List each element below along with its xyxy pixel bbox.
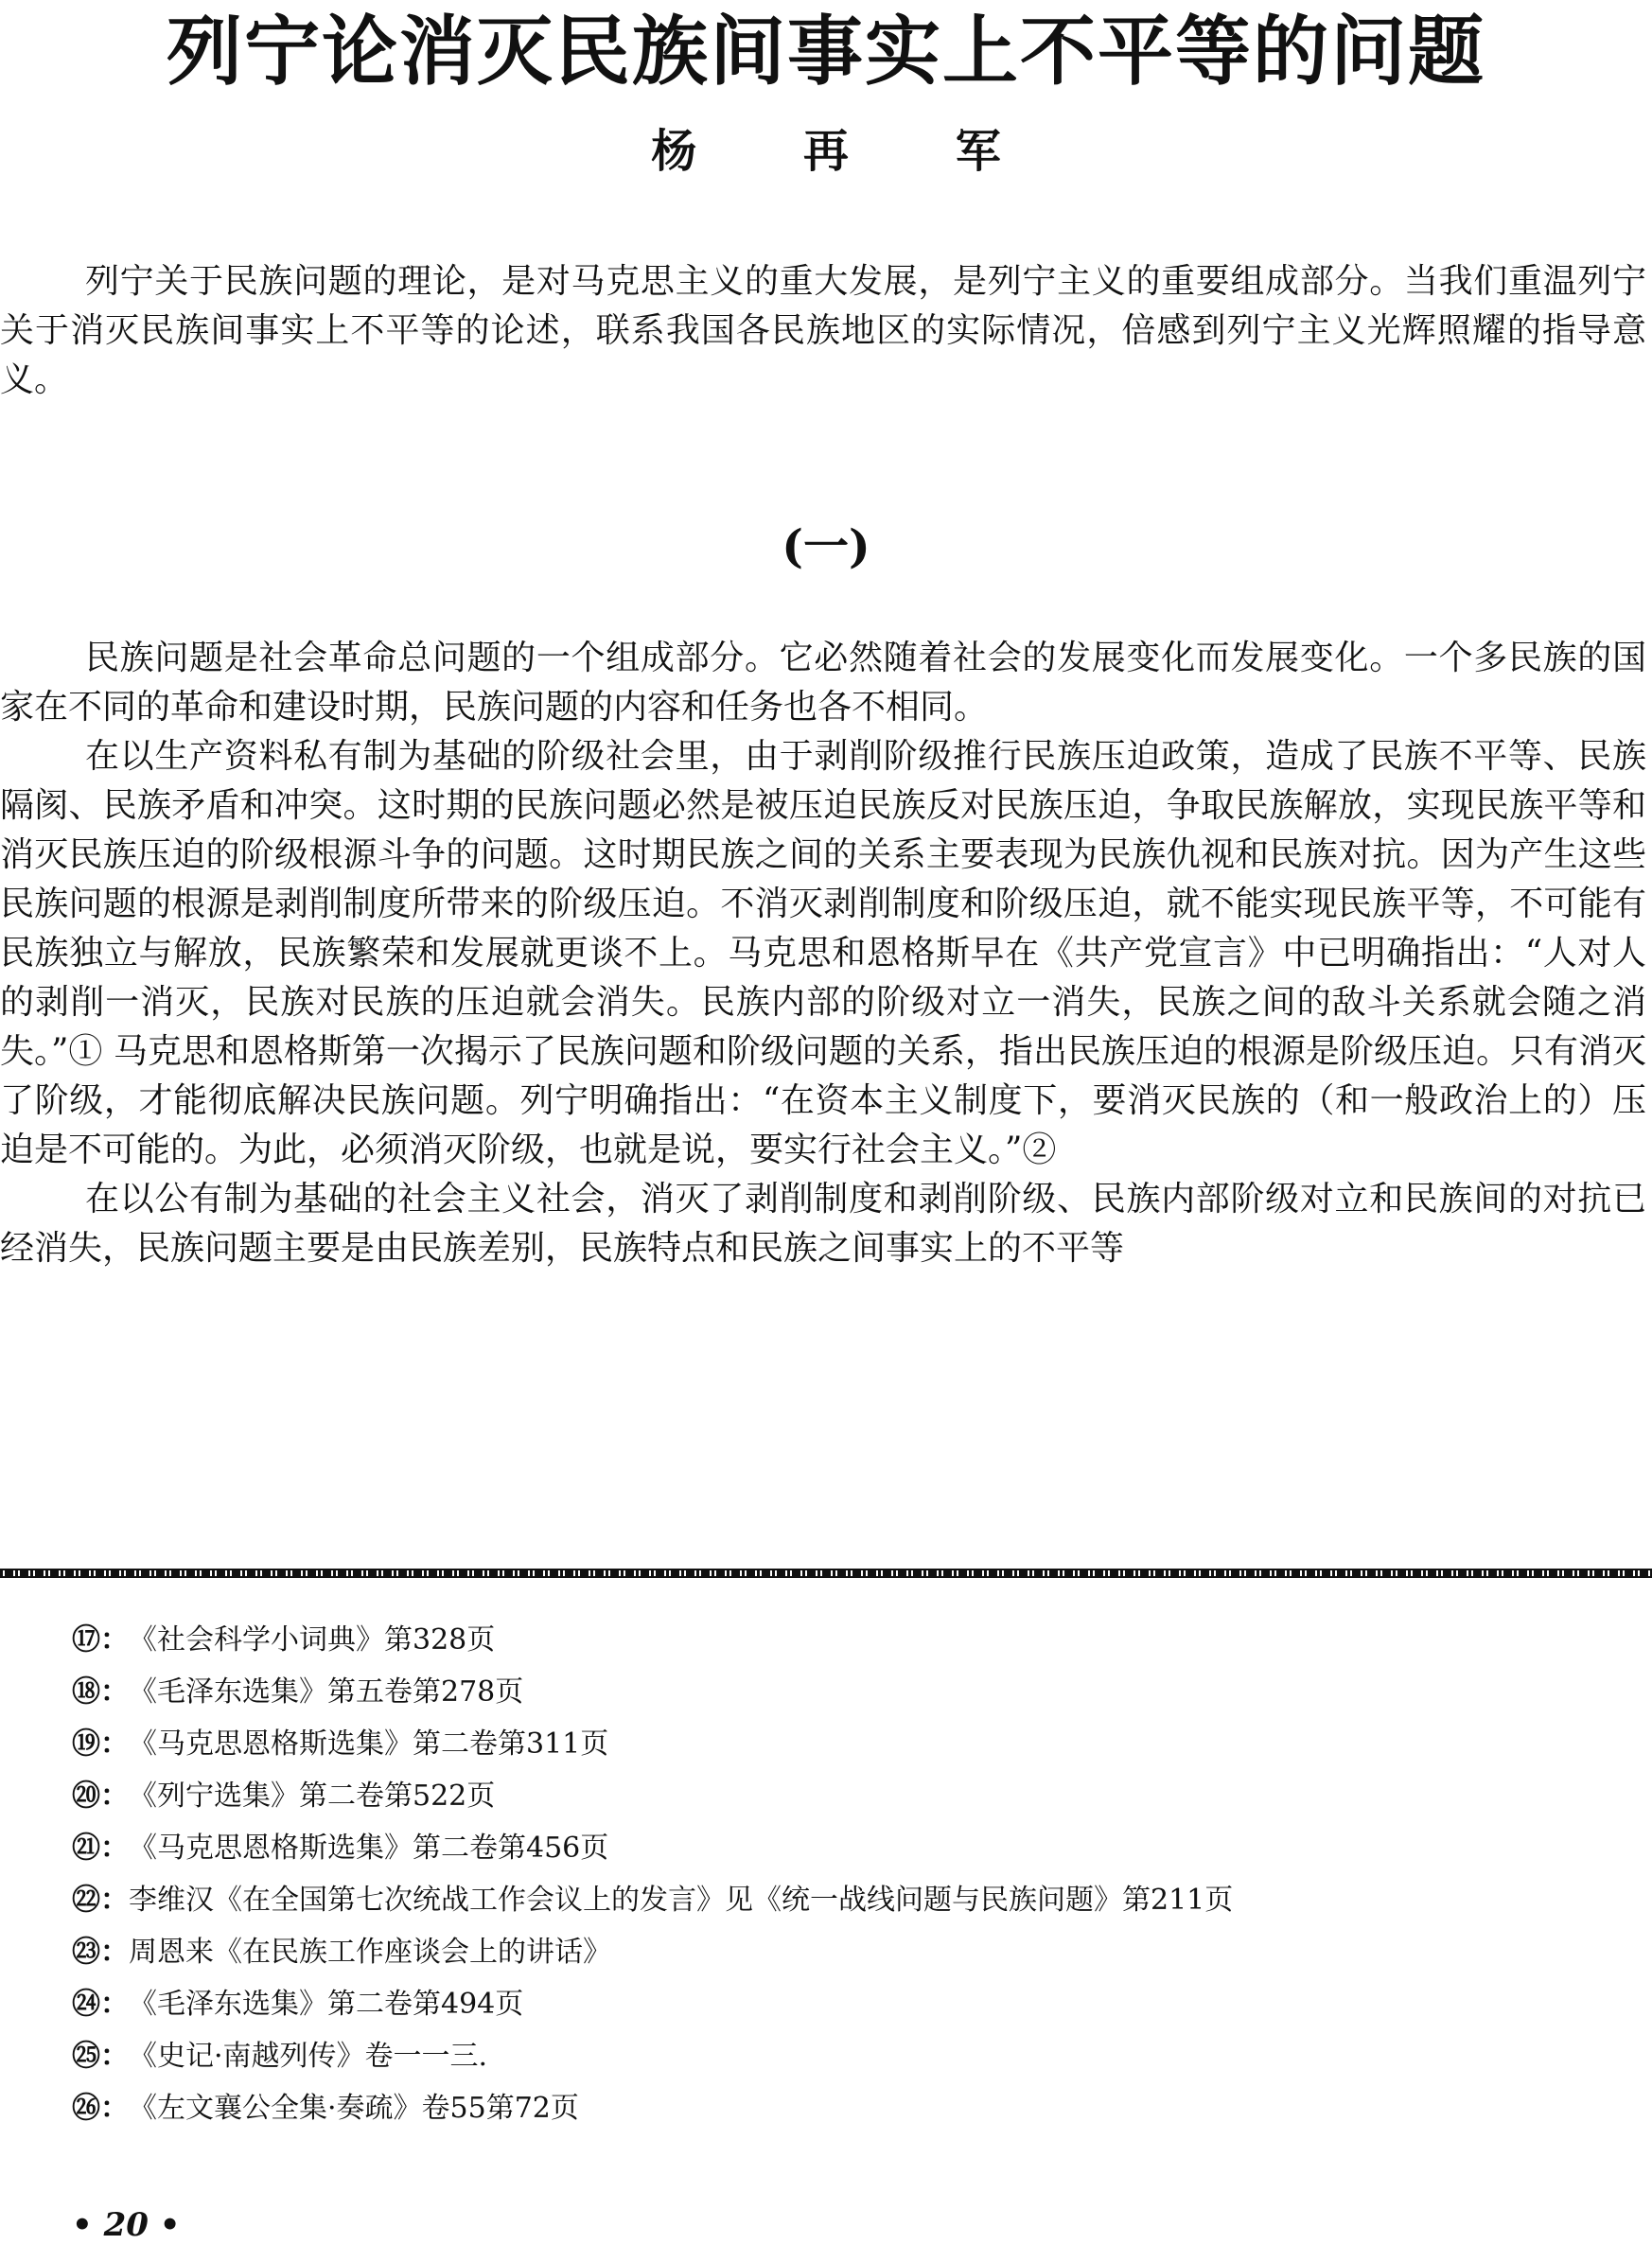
- footnote-item: [72, 1770, 1586, 1822]
- footnote-item: [72, 2030, 1586, 2082]
- footnote-marker: ㉖：: [72, 2092, 129, 2125]
- paragraph: 在以公有制为基础的社会主义社会，消灭了剥削制度和剥削阶级、民族内部阶级对立和民族间的对抗已经消失，民族问题主要是由民族差别，民族特点和民族之间事实上的不平等: [0, 1180, 1646, 1268]
- footnote-marker: ㉑：: [72, 1832, 129, 1865]
- footnote-text: 《史记·南越列传》卷一一三.: [129, 2040, 488, 2073]
- footnote-item: [72, 1822, 1586, 1874]
- footnote-divider: [0, 1569, 1652, 1578]
- section-heading: (一): [782, 520, 870, 573]
- footnote-text: 《毛泽东选集》第二卷第494页: [129, 1988, 524, 2021]
- footnote-marker: ⑱：: [72, 1675, 129, 1709]
- paragraph: 列宁关于民族问题的理论，是对马克思主义的重大发展，是列宁主义的重要组成部分。当我们重温列宁关于消灭民族间事实上不平等的论述，联系我国各民族地区的实际情况，倍感到列宁主义光辉照耀的指导意义。: [0, 262, 1646, 399]
- footnote-text: 《左文襄公全集·奏疏》卷55第72页: [129, 2092, 579, 2125]
- footnote-text: 李维汉《在全国第七次统战工作会议上的发言》见《统一战线问题与民族问题》第211页: [129, 1884, 1234, 1917]
- intro-text: [0, 257, 1646, 405]
- footnote-item: [72, 1718, 1586, 1770]
- section-body: [0, 634, 1646, 1273]
- footnote-marker: ⑲：: [72, 1727, 129, 1761]
- footnote-item: [72, 1926, 1586, 1978]
- footnote-item: [72, 2082, 1586, 2134]
- footnote-marker: ㉒：: [72, 1884, 129, 1917]
- paragraph: 在以生产资料私有制为基础的阶级社会里，由于剥削阶级推行民族压迫政策，造成了民族不平等、民族隔阂、民族矛盾和冲突。这时期的民族问题必然是被压迫民族反对民族压迫，争取民族解放，实现民族平等和消灭民族压迫的阶级根源斗争的问题。这时期民族之间的关系主要表现为民族仇视和民族对抗。因为产生这些民族问题的根源是剥削制度所带来的阶级压迫。不消灭剥削制度和阶级压迫，就不能实现民族平等，不可能有民族独立与解放，民族繁荣和发展就更谈不上。马克思和恩格斯早在《共产党宣言》中已明确指出：“人对人的剥削一消灭，民族对民族的压迫就会消失。民族内部的阶级对立一消失，民族之间的敌斗关系就会随之消失。”① 马克思和恩格斯第一次揭示了民族问题和阶级问题的关系，指出民族压迫的根源是阶级压迫。只有消灭了阶级，才能彻底解决民族问题。列宁明确指出：“在资本主义制度下，要消灭民族的（和一般政治上的）压迫是不可能的。为此，必须消灭阶级，也就是说，要实行社会主义。”②: [0, 737, 1646, 1169]
- footnote-text: 《马克思恩格斯选集》第二卷第456页: [129, 1832, 609, 1865]
- footnote-text: 《列宁选集》第二卷第522页: [129, 1780, 496, 1813]
- article-author: 杨 再 军: [651, 125, 1046, 178]
- footnote-item: [72, 1666, 1586, 1718]
- footnote-marker: ㉕：: [72, 2040, 129, 2073]
- footnote-item: [72, 1874, 1586, 1926]
- footnote-marker: ㉓：: [72, 1936, 129, 1969]
- page-number: • 20 •: [72, 2206, 181, 2244]
- paragraph: 民族问题是社会革命总问题的一个组成部分。它必然随着社会的发展变化而发展变化。一个多民族的国家在不同的革命和建设时期，民族问题的内容和任务也各不相同。: [0, 639, 1646, 727]
- footnote-text: 《马克思恩格斯选集》第二卷第311页: [129, 1727, 609, 1761]
- footnote-marker: ㉔：: [72, 1988, 129, 2021]
- footnote-item: [72, 1614, 1586, 1666]
- footnote-text: 《毛泽东选集》第五卷第278页: [129, 1675, 524, 1709]
- article-title: 列宁论消灭民族间事实上不平等的问题: [167, 7, 1485, 96]
- footnote-text: 周恩来《在民族工作座谈会上的讲话》: [129, 1936, 611, 1969]
- footnote-list: [72, 1614, 1586, 2134]
- footnote-marker: ⑰：: [72, 1623, 129, 1657]
- footnote-item: [72, 1978, 1586, 2030]
- footnote-marker: ⑳：: [72, 1780, 129, 1813]
- footnote-text: 《社会科学小词典》第328页: [129, 1623, 496, 1657]
